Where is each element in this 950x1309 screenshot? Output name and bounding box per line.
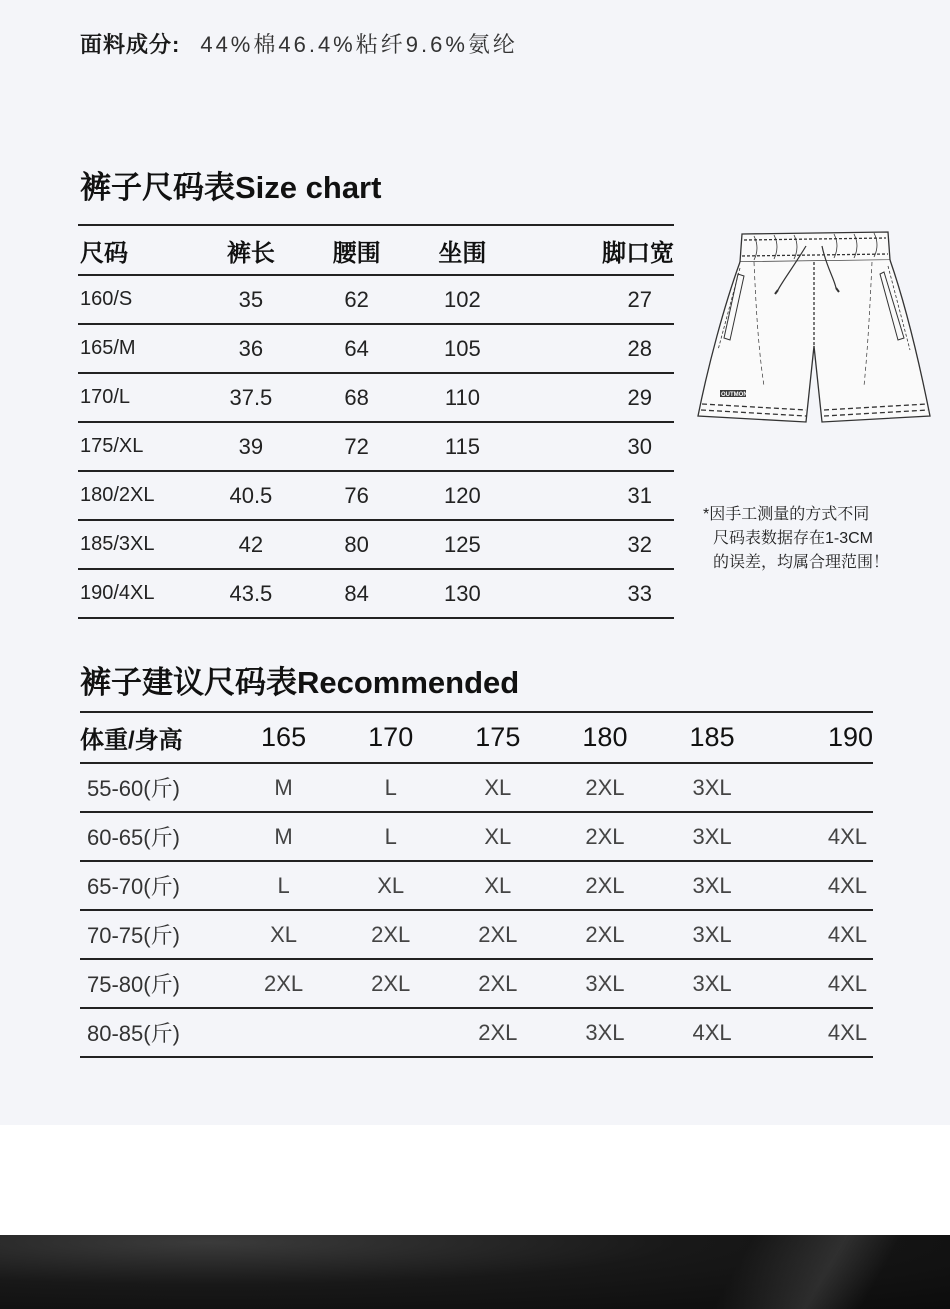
size-chart-header: 尺码 <box>78 225 198 275</box>
table-row <box>78 569 674 618</box>
measurement-cell: 68 <box>304 373 410 422</box>
recommended-header: 175 <box>444 712 551 763</box>
recommended-size-cell: L <box>337 763 444 812</box>
recommended-size-cell: XL <box>337 861 444 910</box>
measurement-cell: 120 <box>410 471 516 520</box>
recommended-size-cell: 3XL <box>659 763 766 812</box>
recommended-size-cell: 2XL <box>337 959 444 1008</box>
measurement-cell: 39 <box>198 422 304 471</box>
recommended-size-cell <box>337 1008 444 1057</box>
recommended-size-cell: M <box>230 812 337 861</box>
table-row <box>78 373 674 422</box>
measurement-cell: 27 <box>515 275 674 324</box>
weight-range-cell: 80-85(斤) <box>80 1008 230 1057</box>
recommended-size-cell: 3XL <box>551 959 658 1008</box>
size-label-cell: 190/4XL <box>78 569 198 618</box>
table-row <box>78 275 674 324</box>
recommended-size-cell: 4XL <box>766 959 873 1008</box>
note-line: 的误差，均属合理范围！ <box>713 554 890 571</box>
size-chart-header: 脚口宽 <box>515 225 674 275</box>
weight-range-cell: 55-60(斤) <box>80 763 230 812</box>
size-chart-header: 裤长 <box>198 225 304 275</box>
size-label-cell: 180/2XL <box>78 471 198 520</box>
note-line: 尺码表数据存在1-3CM <box>713 530 874 547</box>
recommended-size-cell: XL <box>444 861 551 910</box>
table-row <box>78 324 674 373</box>
recommended-size-cell: 3XL <box>551 1008 658 1057</box>
fabric-composition <box>80 28 518 59</box>
measurement-cell: 76 <box>304 471 410 520</box>
size-label-cell: 175/XL <box>78 422 198 471</box>
recommended-size-cell: 2XL <box>444 910 551 959</box>
recommended-size-cell: 2XL <box>551 861 658 910</box>
size-chart-header: 腰围 <box>304 225 410 275</box>
recommended-size-cell: XL <box>230 910 337 959</box>
recommended-size-cell: 3XL <box>659 910 766 959</box>
measurement-cell: 130 <box>410 569 516 618</box>
measurement-cell: 31 <box>515 471 674 520</box>
size-label-cell: 170/L <box>78 373 198 422</box>
table-row <box>80 959 873 1008</box>
recommended-size-cell <box>766 763 873 812</box>
table-row <box>80 1008 873 1057</box>
measurement-cell: 115 <box>410 422 516 471</box>
measurement-cell: 84 <box>304 569 410 618</box>
recommended-size-cell: L <box>230 861 337 910</box>
product-photo-strip <box>0 1235 950 1309</box>
measurement-cell: 28 <box>515 324 674 373</box>
recommended-size-cell: 4XL <box>766 812 873 861</box>
recommended-size-cell: 3XL <box>659 861 766 910</box>
recommended-header-row <box>80 712 873 763</box>
recommended-header: 180 <box>551 712 658 763</box>
recommended-size-cell: 2XL <box>230 959 337 1008</box>
recommended-size-cell: 4XL <box>766 861 873 910</box>
recommended-size-cell: 2XL <box>551 910 658 959</box>
recommended-header: 185 <box>659 712 766 763</box>
measurement-note <box>703 503 889 575</box>
measurement-cell: 42 <box>198 520 304 569</box>
note-line: *因手工测量的方式不同 <box>703 506 870 523</box>
table-row <box>80 763 873 812</box>
recommended-size-cell: 2XL <box>444 959 551 1008</box>
recommended-size-cell: XL <box>444 763 551 812</box>
recommended-size-cell: 4XL <box>766 910 873 959</box>
table-row <box>78 422 674 471</box>
fabric-label: 面料成分: <box>80 32 181 57</box>
recommended-size-cell <box>230 1008 337 1057</box>
measurement-cell: 62 <box>304 275 410 324</box>
recommended-size-cell: 3XL <box>659 959 766 1008</box>
size-chart-header-row <box>78 225 674 275</box>
size-chart-table <box>78 224 674 619</box>
recommended-header: 165 <box>230 712 337 763</box>
measurement-cell: 110 <box>410 373 516 422</box>
size-label-cell: 185/3XL <box>78 520 198 569</box>
measurement-cell: 105 <box>410 324 516 373</box>
measurement-cell: 35 <box>198 275 304 324</box>
recommended-title: 裤子建议尺码表Recommended <box>80 665 520 700</box>
measurement-cell: 37.5 <box>198 373 304 422</box>
fabric-value: 44%棉46.4%粘纤9.6%氨纶 <box>200 32 518 57</box>
measurement-cell: 33 <box>515 569 674 618</box>
shorts-line-drawing-icon <box>694 226 934 438</box>
size-label-cell: 160/S <box>78 275 198 324</box>
measurement-cell: 36 <box>198 324 304 373</box>
measurement-cell: 29 <box>515 373 674 422</box>
recommended-size-table <box>80 711 873 1058</box>
recommended-size-cell: XL <box>444 812 551 861</box>
table-row <box>80 910 873 959</box>
recommended-size-cell: 3XL <box>659 812 766 861</box>
measurement-cell: 72 <box>304 422 410 471</box>
size-chart-header: 坐围 <box>410 225 516 275</box>
measurement-cell: 125 <box>410 520 516 569</box>
recommended-size-cell: 2XL <box>551 812 658 861</box>
recommended-header: 170 <box>337 712 444 763</box>
measurement-cell: 102 <box>410 275 516 324</box>
measurement-cell: 43.5 <box>198 569 304 618</box>
measurement-cell: 64 <box>304 324 410 373</box>
recommended-size-cell: 4XL <box>659 1008 766 1057</box>
size-chart-title: 裤子尺码表Size chart <box>80 170 382 205</box>
measurement-cell: 80 <box>304 520 410 569</box>
size-label-cell: 165/M <box>78 324 198 373</box>
recommended-size-cell: 4XL <box>766 1008 873 1057</box>
weight-range-cell: 60-65(斤) <box>80 812 230 861</box>
weight-range-cell: 75-80(斤) <box>80 959 230 1008</box>
weight-range-cell: 65-70(斤) <box>80 861 230 910</box>
recommended-size-cell: L <box>337 812 444 861</box>
weight-range-cell: 70-75(斤) <box>80 910 230 959</box>
table-row <box>80 812 873 861</box>
table-row <box>78 471 674 520</box>
recommended-size-cell: 2XL <box>444 1008 551 1057</box>
recommended-size-cell: 2XL <box>337 910 444 959</box>
table-row <box>80 861 873 910</box>
measurement-cell: 30 <box>515 422 674 471</box>
recommended-size-cell: M <box>230 763 337 812</box>
measurement-cell: 40.5 <box>198 471 304 520</box>
recommended-size-cell: 2XL <box>551 763 658 812</box>
shorts-brand-label: OUTMON <box>721 392 748 398</box>
measurement-cell: 32 <box>515 520 674 569</box>
table-row <box>78 520 674 569</box>
recommended-header: 190 <box>766 712 873 763</box>
recommended-header: 体重/身高 <box>80 712 230 763</box>
